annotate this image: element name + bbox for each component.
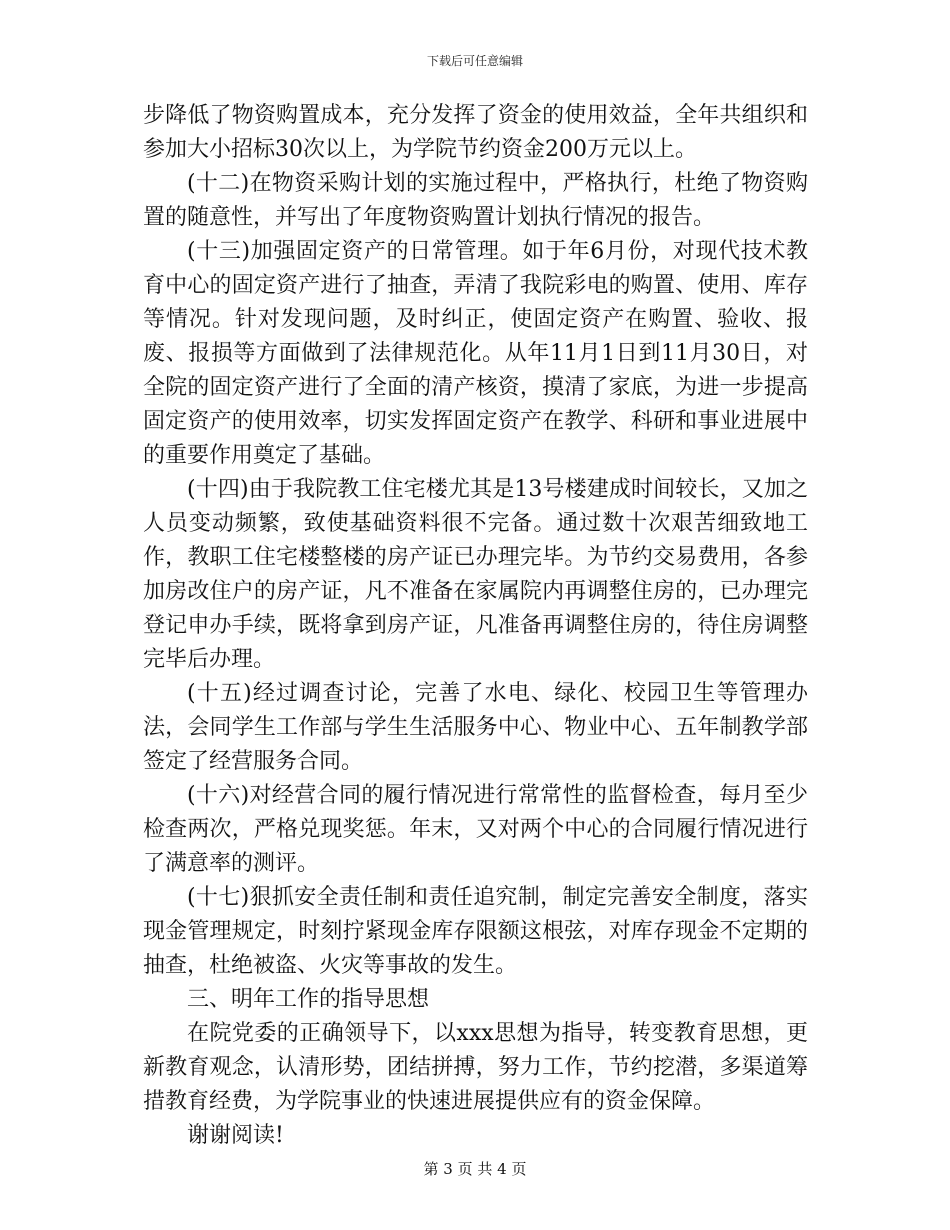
page-footer: 第 3 页 共 4 页 [423,1160,527,1178]
paragraph-item-13: (十三)加强固定资产的日常管理。如于年6月份，对现代技术教育中心的固定资产进行了抽查，弄清了我院彩电的购置、使用、库存等情况。针对发现问题，及时纠正，使固定资产在购置、验收、报废、报损等方面做到了法律规范化。从年11月1日到11月30日，对全院的固定资产进行了全面的清产核资，摸清了家底，为进一步提高固定资产的使用效率，切实发挥固定资产在教学、科研和事业进展中的重要作用奠定了基础。 [143,239,808,468]
closing-line: 谢谢阅读! [187,1123,284,1148]
paragraph-item-15: (十五)经过调查讨论，完善了水电、绿化、校园卫生等管理办法，会同学生工作部与学生生活服务中心、物业中心、五年制教学部签定了经营服务合同。 [143,681,808,774]
paragraph-guiding-thought: 在院党委的正确领导下，以xxx思想为指导，转变教育思想，更新教育观念，认清形势，团结拼搏，努力工作，节约挖潜，多渠道筹措教育经费，为学院事业的快速进展提供应有的资金保障。 [143,1021,808,1114]
paragraph-item-14: (十四)由于我院教工住宅楼尤其是13号楼建成时间较长，又加之人员变动频繁，致使基础资料很不完备。通过数十次艰苦细致地工作，教职工住宅楼整楼的房产证已办理完毕。为节约交易费用，各参加房改住户的房产证，凡不准备在家属院内再调整住房的，已办理完登记申办手续，既将拿到房产证，凡准备再调整住房的，待住房调整完毕后办理。 [143,477,808,672]
paragraph: 步降低了物资购置成本，充分发挥了资金的使用效益，全年共组织和参加大小招标30次以上，为学院节约资金200万元以上。 [143,103,808,162]
page-header: 下载后可任意编辑 [426,54,523,68]
paragraph-item-16: (十六)对经营合同的履行情况进行常常性的监督检查，每月至少检查两次，严格兑现奖惩。年末，又对两个中心的合同履行情况进行了满意率的测评。 [143,783,808,876]
section-heading: 三、明年工作的指导思想 [187,987,430,1012]
document-body [143,99,808,1153]
paragraph-item-12: (十二)在物资采购计划的实施过程中，严格执行，杜绝了物资购置的随意性，并写出了年度物资购置计划执行情况的报告。 [143,171,808,230]
paragraph-item-17: (十七)狠抓安全责任制和责任追究制，制定完善安全制度，落实现金管理规定，时刻拧紧现金库存限额这根弦，对库存现金不定期的抽查，杜绝被盗、火灾等事故的发生。 [143,885,808,978]
